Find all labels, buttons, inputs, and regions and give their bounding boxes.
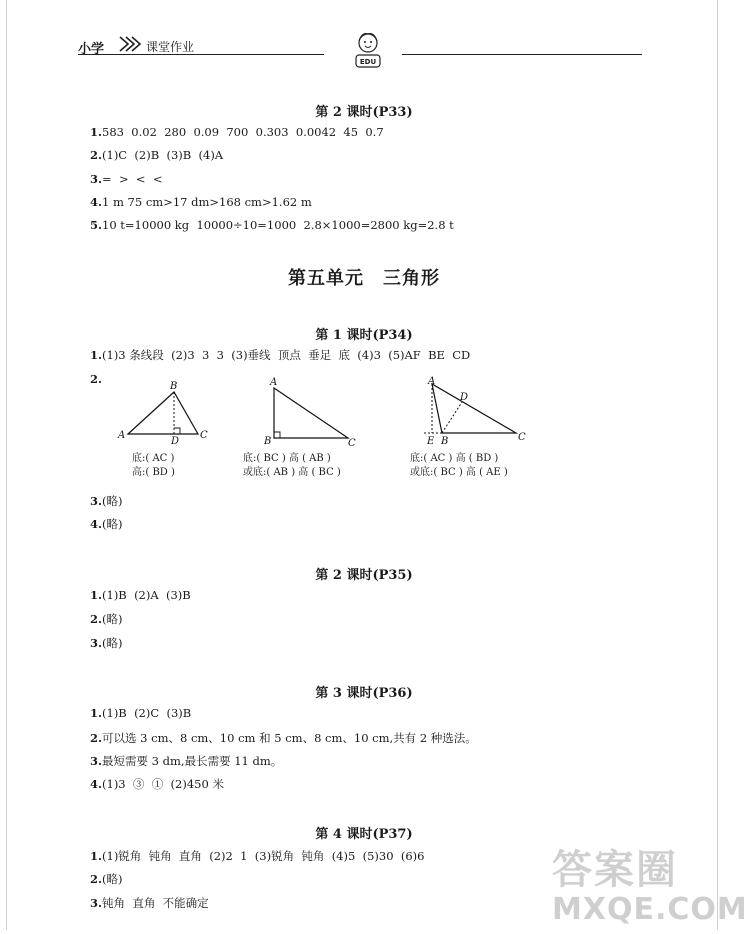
vertex-label-c: C — [348, 438, 356, 449]
unit-title: 第五单元 三角形 — [288, 268, 440, 289]
vertex-label-e: E — [427, 436, 435, 447]
triangle-figure-3 — [418, 374, 536, 448]
answer-line: 4.(1)3 ③ ① (2)450 米 — [90, 777, 224, 791]
answer-line: 1.(1)B (2)C (3)B — [90, 706, 192, 720]
section-title: 第 1 课时(P34) — [315, 328, 413, 343]
triangle-figure-1 — [112, 376, 216, 448]
figure-caption: 底:( AC ) 高 ( BD ) 或底:( BC ) 高 ( AE ) — [410, 453, 508, 478]
answer-line: 2.(略) — [90, 612, 123, 626]
answer-line: 2.(略) — [90, 872, 123, 886]
answer-line: 3.钝角 直角 不能确定 — [90, 896, 209, 910]
vertex-label-a: A — [118, 430, 126, 441]
vertex-label-b: B — [441, 436, 449, 447]
answer-line: 2.可以选 3 cm、8 cm、10 cm 和 5 cm、8 cm、10 cm,共有 2 种选法。 — [90, 731, 477, 745]
answer-line: 5.10 t=10000 kg 10000÷10=1000 2.8×1000=2800 kg=2.8 t — [90, 218, 454, 232]
vertex-label-c: C — [518, 432, 526, 443]
page-header — [78, 30, 642, 72]
mascot-label: EDU — [359, 58, 377, 66]
section-title: 第 3 课时(P36) — [315, 686, 413, 701]
header-rule-left — [78, 54, 324, 55]
vertex-label-d: D — [460, 392, 469, 403]
vertex-label-a: A — [428, 376, 436, 387]
chevron-icon — [116, 34, 144, 54]
answer-line: 4.1 m 75 cm>17 dm>168 cm>1.62 m — [90, 195, 312, 209]
watermark — [552, 838, 748, 930]
answer-line: 4.(略) — [90, 517, 123, 531]
answer-line: 3.= > < < — [90, 172, 163, 186]
figure-caption: 底:( AC ) 高:( BD ) — [132, 453, 175, 478]
answer-line: 3.最短需要 3 dm,最长需要 11 dm。 — [90, 754, 283, 768]
header-title: 课堂作业 — [146, 40, 195, 54]
vertex-label-b: B — [170, 381, 178, 392]
section-title: 第 2 课时(P33) — [315, 105, 413, 120]
section-title: 第 2 课时(P35) — [315, 568, 413, 583]
answer-line: 1.(1)锐角 钝角 直角 (2)2 1 (3)锐角 钝角 (4)5 (5)30 (6)6 — [90, 849, 425, 863]
header-rule-right — [402, 54, 642, 55]
header-level: 小学 — [78, 42, 105, 57]
vertex-label-d: D — [171, 436, 180, 447]
figure-caption: 底:( BC ) 高 ( AB ) 或底:( AB ) 高 ( BC ) — [243, 453, 341, 478]
vertex-label-b: B — [264, 436, 272, 447]
vertex-label-c: C — [200, 430, 208, 441]
answer-line: 3.(略) — [90, 494, 123, 508]
answer-line: 2.(1)C (2)B (3)B (4)A — [90, 148, 224, 162]
watermark-bottom: MXQE.COM — [552, 892, 748, 927]
triangle-figure-2 — [258, 374, 366, 448]
answer-line: 1.583 0.02 280 0.09 700 0.303 0.0042 45 0.7 — [90, 125, 384, 139]
section-title: 第 4 课时(P37) — [315, 827, 413, 842]
mascot-icon — [348, 30, 388, 72]
answer-line: 1.(1)3 条线段 (2)3 3 3 (3)垂线 顶点 垂足 底 (4)3 (5)AF BE CD — [90, 348, 471, 362]
answer-line: 1.(1)B (2)A (3)B — [90, 588, 191, 602]
watermark-top: 答案圈 — [552, 847, 678, 893]
answer-line: 3.(略) — [90, 636, 123, 650]
answer-line: 2. — [90, 372, 103, 386]
vertex-label-a: A — [270, 377, 278, 388]
